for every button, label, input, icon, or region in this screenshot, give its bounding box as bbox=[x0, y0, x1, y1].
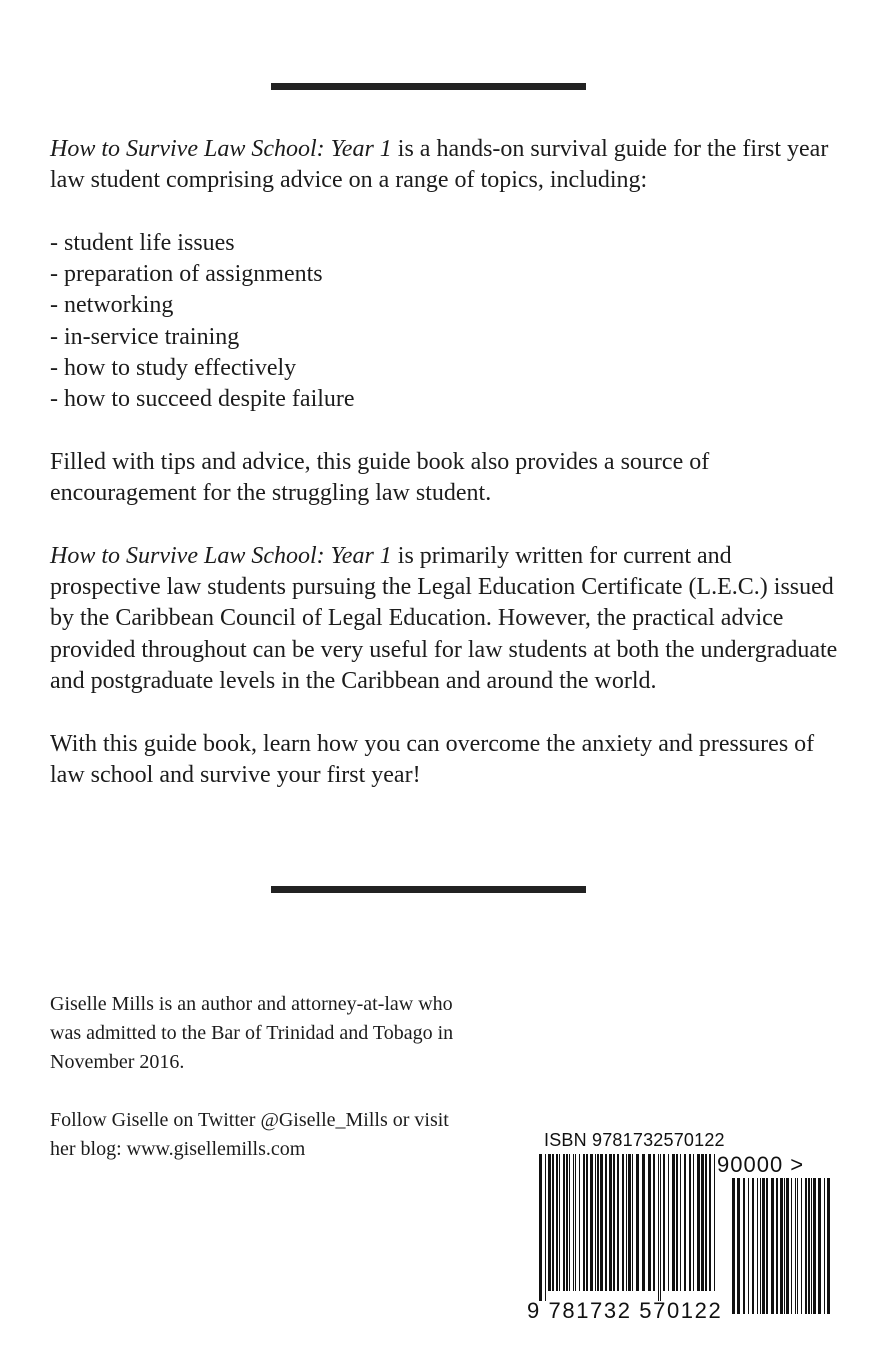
barcode-bar bbox=[818, 1178, 821, 1314]
barcode-bar bbox=[732, 1178, 735, 1314]
back-cover-blurb bbox=[50, 134, 840, 823]
author-bio bbox=[50, 990, 460, 1193]
barcode-bar bbox=[808, 1178, 810, 1314]
barcode-bar bbox=[590, 1154, 593, 1291]
barcode-bar bbox=[569, 1154, 570, 1291]
list-item: - networking bbox=[50, 290, 840, 321]
barcode-bar bbox=[776, 1178, 778, 1314]
barcode-bar bbox=[597, 1154, 599, 1291]
barcode-bar bbox=[676, 1154, 678, 1291]
isbn-barcode bbox=[527, 1126, 837, 1326]
barcode-bar bbox=[566, 1154, 568, 1291]
barcode-bar bbox=[693, 1154, 694, 1291]
barcode-bar bbox=[752, 1178, 754, 1314]
barcode-bar bbox=[660, 1154, 661, 1301]
barcode-bar bbox=[575, 1154, 576, 1291]
barcode-digits: 9 781732 570122 bbox=[527, 1298, 723, 1323]
list-item: - how to study effectively bbox=[50, 353, 840, 384]
barcode-bar bbox=[539, 1154, 542, 1301]
barcode-bar bbox=[743, 1178, 745, 1314]
barcode-bar bbox=[648, 1154, 651, 1291]
barcode-bar bbox=[757, 1178, 758, 1314]
barcode-bar bbox=[827, 1178, 830, 1314]
barcode-bar bbox=[780, 1178, 783, 1314]
barcode-bar bbox=[622, 1154, 624, 1291]
topics-list bbox=[50, 228, 840, 416]
barcode-bar bbox=[642, 1154, 645, 1291]
barcode-bar bbox=[811, 1178, 812, 1314]
barcode-bar bbox=[791, 1178, 792, 1314]
bottom-divider bbox=[271, 886, 586, 893]
barcode-bar bbox=[573, 1154, 574, 1291]
barcode-bar bbox=[748, 1178, 749, 1314]
isbn-label: ISBN 9781732570122 bbox=[544, 1130, 725, 1150]
barcode-bar bbox=[600, 1154, 603, 1291]
barcode-bar bbox=[709, 1154, 711, 1291]
barcode-bar bbox=[771, 1178, 774, 1314]
book-title: How to Survive Law School: Year 1 bbox=[50, 136, 392, 162]
audience-text: is primarily written for current and prospective law students pursuing the Legal Education Certificate (L.E.C.) issued by the Caribbean Council of Legal Education. However, the practical advice provided throughout can be very useful for law students at both the undergraduate and postgraduate levels in the Caribbean and around the world. bbox=[50, 542, 838, 695]
barcode-bar bbox=[663, 1154, 665, 1291]
author-follow: Follow Giselle on Twitter @Giselle_Mills or visit her blog: www.gisellemills.com bbox=[50, 1109, 449, 1160]
barcode-bar bbox=[626, 1154, 627, 1291]
barcode-bar bbox=[653, 1154, 655, 1291]
barcode-bar bbox=[797, 1178, 798, 1314]
barcode-bar bbox=[556, 1154, 558, 1291]
barcode-bar bbox=[613, 1154, 615, 1291]
barcode-bar bbox=[632, 1154, 633, 1291]
barcode-bar bbox=[548, 1154, 551, 1291]
barcode-bar bbox=[628, 1154, 631, 1291]
barcode-bar bbox=[586, 1154, 588, 1291]
list-item: - preparation of assignments bbox=[50, 259, 840, 290]
barcode-bar bbox=[563, 1154, 565, 1291]
barcode-bar bbox=[684, 1154, 686, 1291]
closing-paragraph: With this guide book, learn how you can overcome the anxiety and pressures of law school and survive your first year! bbox=[50, 730, 815, 788]
barcode-bar bbox=[762, 1178, 765, 1314]
barcode-bar bbox=[668, 1154, 669, 1291]
barcode-bar bbox=[617, 1154, 619, 1291]
barcode-bar bbox=[737, 1178, 740, 1314]
barcode-bar bbox=[595, 1154, 596, 1291]
book-title: How to Survive Law School: Year 1 bbox=[50, 542, 392, 569]
barcode-bar bbox=[579, 1154, 580, 1291]
barcode-bar bbox=[795, 1178, 796, 1314]
barcode-bar bbox=[805, 1178, 807, 1314]
barcode-bar bbox=[658, 1154, 659, 1301]
barcode-bar bbox=[609, 1154, 612, 1291]
barcode-bar bbox=[559, 1154, 560, 1291]
barcode-bar bbox=[545, 1154, 546, 1301]
barcode-bar bbox=[705, 1154, 707, 1291]
barcode-bar bbox=[680, 1154, 681, 1291]
list-item: - in-service training bbox=[50, 322, 840, 353]
barcode-bar bbox=[824, 1178, 825, 1314]
barcode-bar bbox=[583, 1154, 585, 1291]
barcode-bar bbox=[689, 1154, 691, 1291]
list-item: - how to succeed despite failure bbox=[50, 384, 840, 415]
barcode-bar bbox=[801, 1178, 802, 1314]
price-code: 90000 > bbox=[717, 1152, 805, 1177]
tips-paragraph: Filled with tips and advice, this guide book also provides a source of encouragement for the struggling law student. bbox=[50, 448, 710, 507]
barcode-bar bbox=[813, 1178, 816, 1314]
barcode-bar bbox=[784, 1178, 785, 1314]
author-about: Giselle Mills is an author and attorney-at-law who was admitted to the Bar of Trinidad and Tobago in November 2016. bbox=[50, 993, 454, 1073]
intro-text: is a hands-on survival guide for the first year law student comprising advice on a range of topics, including: bbox=[50, 136, 829, 194]
barcode-bar bbox=[714, 1154, 715, 1291]
audience-paragraph bbox=[50, 541, 840, 697]
intro-paragraph bbox=[50, 134, 840, 197]
barcode-bar bbox=[701, 1154, 704, 1291]
barcode-bar bbox=[636, 1154, 639, 1291]
barcode-bar bbox=[760, 1178, 761, 1314]
barcode-bar bbox=[552, 1154, 554, 1291]
barcode-bar bbox=[697, 1154, 700, 1291]
top-divider bbox=[271, 83, 586, 90]
list-item: - student life issues bbox=[50, 228, 840, 259]
barcode-bar bbox=[605, 1154, 607, 1291]
barcode-bar bbox=[672, 1154, 675, 1291]
barcode-bar bbox=[766, 1178, 768, 1314]
barcode-bar bbox=[786, 1178, 789, 1314]
